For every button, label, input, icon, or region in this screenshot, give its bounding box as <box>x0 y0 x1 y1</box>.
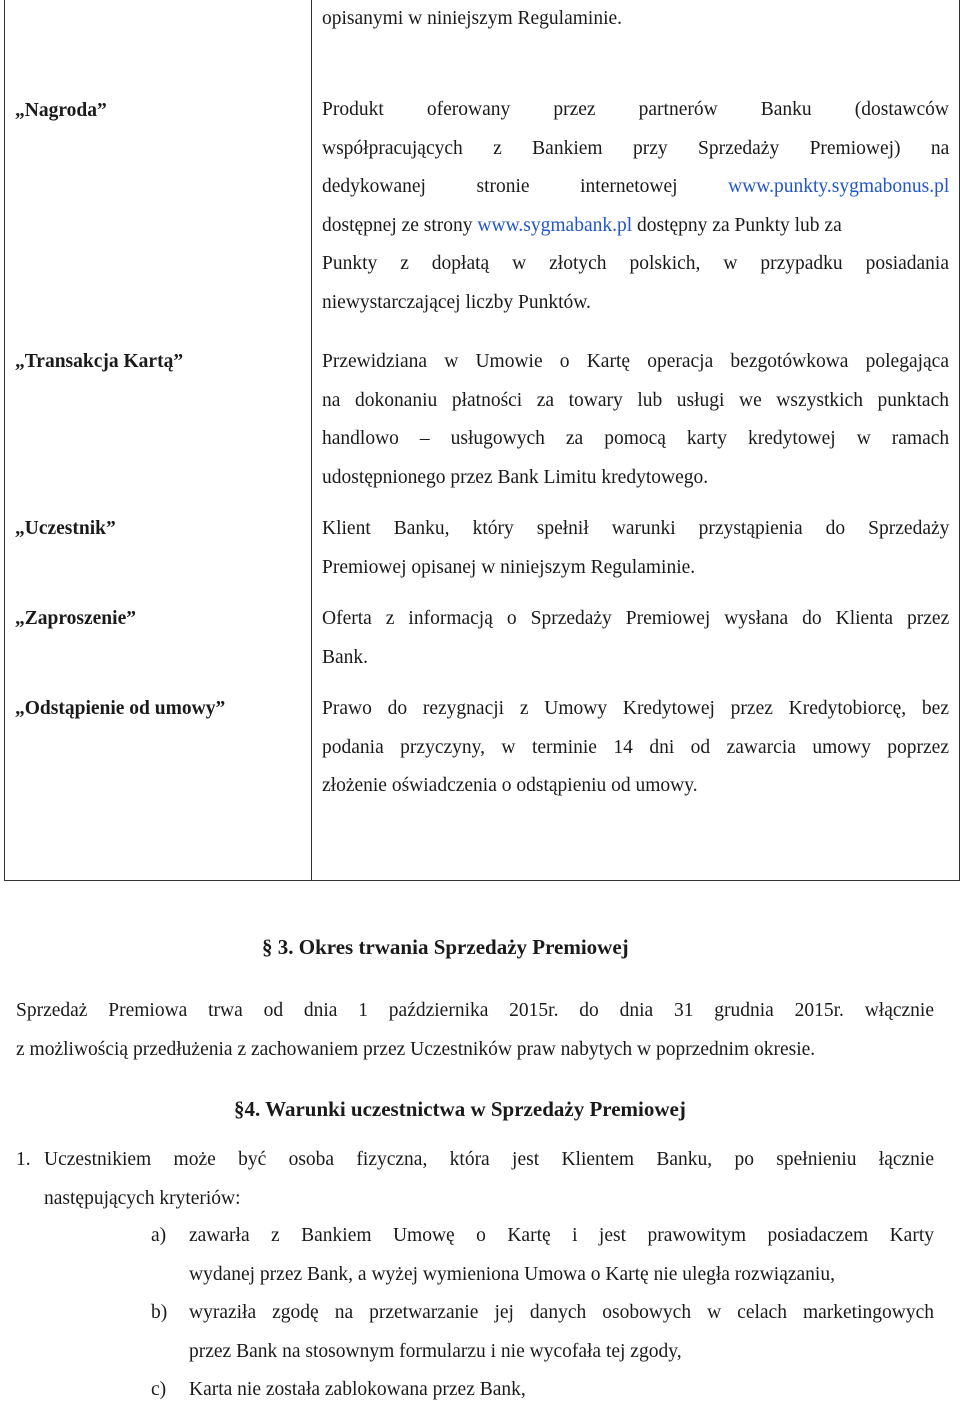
term-nagroda: „Nagroda” <box>15 100 107 121</box>
sygmabank-link[interactable]: www.sygmabank.pl <box>477 214 633 236</box>
section-3-heading: § 3. Okres trwania Sprzedaży Premiowej <box>262 935 629 959</box>
definition-odstapienie: Prawo do rezygnacji z Umowy Kredytowej przez Kredytobiorcę, bez podania przyczyny, w terminie 14 dni od zawarcia umowy poprzez złożenie oświadczenia o odstąpieniu od umowy. <box>322 698 949 796</box>
term-transakcja-karta: „Transakcja Kartą” <box>15 351 184 372</box>
subitem-c-label: c) <box>151 1379 167 1400</box>
definition-uczestnik: Klient Banku, który spełnił warunki przystąpienia do Sprzedaży Premiowej opisanej w niniejszym Regulaminie. <box>322 518 950 578</box>
subitem-a-text: zawarła z Bankiem Umowę o Kartę i jest prawowitym posiadaczem Karty wydanej przez Bank, a wyżej wymieniona Umowa o Kartę nie uległa rozwiązaniu, <box>189 1225 934 1285</box>
item-1-number: 1. <box>16 1149 31 1170</box>
subitem-b-text: wyraziła zgodę na przetwarzanie jej danych osobowych w celach marketingowych przez Bank na stosownym formularzu i nie wycofała tej zgody, <box>189 1302 934 1362</box>
item-1-text: Uczestnikiem może być osoba fizyczna, która jest Klientem Banku, po spełnieniu łącznie następujących kryteriów: <box>44 1149 934 1209</box>
section-3-text: Sprzedaż Premiowa trwa od dnia 1 października 2015r. do dnia 31 grudnia 2015r. włącznie z możliwością przedłużenia z zachowaniem przez Uczestników praw nabytych w poprzednim okresie. <box>16 1000 934 1060</box>
definition-transakcja-karta: Przewidziana w Umowie o Kartę operacja bezgotówkowa polegająca na dokonaniu płatności za towary lub usługi we wszystkich punktach handlowo – usługowych za pomocą karty kredytowej w ramach udostępnionego przez Bank Limitu kredytowego. <box>322 351 950 488</box>
term-uczestnik: „Uczestnik” <box>15 518 116 539</box>
punkty-sygmabonus-link[interactable]: www.punkty.sygmabonus.pl <box>728 176 950 197</box>
term-zaproszenie: „Zaproszenie” <box>15 608 136 629</box>
subitem-a-label: a) <box>151 1225 167 1246</box>
subitem-c-text: Karta nie została zablokowana przez Bank, <box>189 1379 526 1400</box>
section-4-heading: §4. Warunki uczestnictwa w Sprzedaży Premiowej <box>234 1097 686 1121</box>
definition-fragment: opisanymi w niniejszym Regulaminie. <box>322 8 623 29</box>
table-column-divider <box>311 0 312 880</box>
subitem-b-label: b) <box>151 1302 168 1323</box>
definitions-table <box>4 0 960 881</box>
definition-zaproszenie: Oferta z informacją o Sprzedaży Premiowej wysłana do Klienta przez Bank. <box>322 608 950 668</box>
definition-nagroda: Produkt oferowany przez partnerów Banku (dostawców współpracujących z Bankiem przy Sprzedaży Premiowej) na dedykowanej stronie internetowej www.punkty.sygmabonus.pl dostępnej ze strony www.sygmabank.pl dostępny za Punkty lub za Punkty z dopłatą w złotych polskich, w przypadku posiadania niewystarczającej liczby Punktów. <box>322 99 950 313</box>
term-odstapienie: „Odstąpienie od umowy” <box>15 698 226 719</box>
